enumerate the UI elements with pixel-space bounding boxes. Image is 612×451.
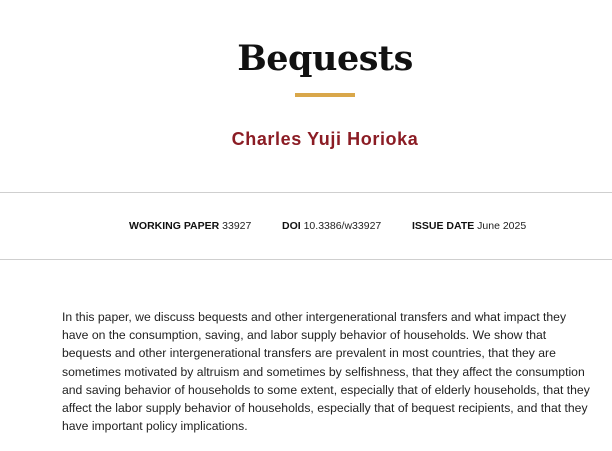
issue-date-label: ISSUE DATE: [412, 220, 475, 232]
working-paper-value: 33927: [222, 220, 252, 232]
title-accent-rule: [295, 93, 355, 97]
doi: [282, 218, 381, 234]
author-name[interactable]: Charles Yuji Horioka: [231, 129, 419, 149]
issue-date: [412, 218, 526, 234]
abstract-text: In this paper, we discuss bequests and other intergenerational transfers and what impact they have on the consumption, saving, and labor supply behavior of households. We show that bequests and other intergenerational transfers are prevalent in most countries, that they are sometimes motivated by altruism and sometimes by selfishness, that they affect the consumption and saving behavior of households to some extent, especially that of elderly households, that they affect the labor supply behavior of households, especially that of bequest recipients, and that they have important policy implications.: [62, 310, 590, 434]
meta-divider-top: [0, 192, 612, 193]
meta-divider-bottom: [0, 259, 612, 260]
paper-title: Bequests: [237, 38, 413, 80]
doi-label: DOI: [282, 220, 301, 232]
issue-date-value: June 2025: [477, 220, 527, 232]
doi-value[interactable]: 10.3386/w33927: [303, 220, 382, 232]
working-paper-label: WORKING PAPER: [129, 220, 220, 232]
working-paper-number: [129, 218, 251, 234]
paper-metadata: [0, 218, 612, 234]
